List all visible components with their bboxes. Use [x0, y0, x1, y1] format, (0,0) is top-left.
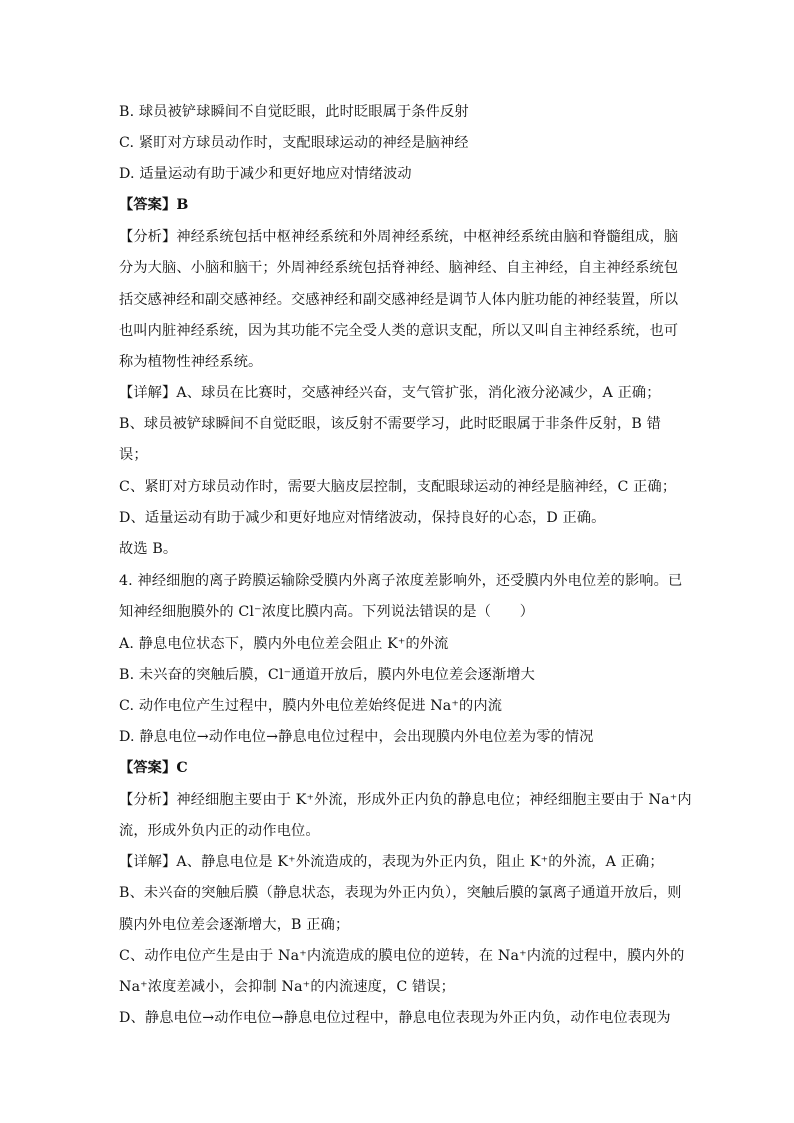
analysis-line: 流，形成外负内正的动作电位。 [119, 823, 320, 839]
explanation-line: C、紧盯对方球员动作时，需要大脑皮层控制，支配眼球运动的神经是脑神经，C 正确； [119, 479, 677, 495]
analysis-line: 也叫内脏神经系统，因为其功能不完全受人类的意识支配，所以又叫自主神经系统，也可 [119, 323, 679, 339]
explanation-line: 【详解】A、静息电位是 K⁺外流造成的，表现为外正内负，阻止 K⁺的外流，A 正确； [119, 854, 664, 870]
explanation-line: 【详解】A、球员在比赛时，交感神经兴奋，支气管扩张，消化液分泌减少，A 正确； [119, 385, 661, 401]
option-d: D. 静息电位→动作电位→静息电位过程中，会出现膜内外电位差为零的情况 [119, 729, 594, 745]
explanation-line: D、静息电位→动作电位→静息电位过程中，静息电位表现为外正内负，动作电位表现为 [119, 1010, 671, 1026]
explanation-line: 误； [119, 447, 148, 463]
explanation-line: B、未兴奋的突触后膜（静息状态，表现为外正内负），突触后膜的氯离子通道开放后，则 [119, 885, 682, 901]
explanation-line: B、球员被铲球瞬间不自觉眨眼，该反射不需要学习，此时眨眼属于非条件反射，B 错 [119, 416, 661, 432]
analysis-line: 括交感神经和副交感神经。交感神经和副交感神经是调节人体内脏功能的神经装置，所以 [119, 292, 679, 308]
analysis-line: 分为大脑、小脑和脑干；外周神经系统包括脊神经、脑神经、自主神经，自主神经系统包 [119, 260, 679, 276]
analysis-line: 【分析】神经系统包括中枢神经系统和外周神经系统，中枢神经系统由脑和脊髓组成，脑 [119, 229, 679, 245]
answer-label: 【答案】C [119, 760, 188, 776]
option-b: B. 未兴奋的突触后膜，Cl⁻通道开放后，膜内外电位差会逐渐增大 [119, 667, 536, 683]
explanation-line: 膜内外电位差会逐渐增大，B 正确； [119, 917, 350, 933]
analysis-line: 称为植物性神经系统。 [119, 354, 263, 370]
option-a: A. 静息电位状态下，膜内外电位差会阻止 K⁺的外流 [119, 636, 449, 652]
explanation-line: C、动作电位产生是由于 Na⁺内流造成的膜电位的逆转，在 Na⁺内流的过程中，膜内外的 [119, 948, 685, 964]
explanation-line: D、适量运动有助于减少和更好地应对情绪波动，保持良好的心态，D 正确。 [119, 510, 606, 526]
option-c: C. 动作电位产生过程中，膜内外电位差始终促进 Na⁺的内流 [119, 698, 503, 714]
option-d: D. 适量运动有助于减少和更好地应对情绪波动 [119, 166, 412, 182]
analysis-line: 【分析】神经细胞主要由于 K⁺外流，形成外正内负的静息电位；神经细胞主要由于 Na⁺内 [119, 792, 692, 808]
answer-label: 【答案】B [119, 197, 189, 213]
question-4-stem: 4. 神经细胞的离子跨膜运输除受膜内外离子浓度差影响外，还受膜内外电位差的影响。已 [119, 573, 683, 589]
question-4-stem: 知神经细胞膜外的 Cl⁻浓度比膜内高。下列说法错误的是（ ） [119, 604, 535, 620]
conclusion: 故选 B。 [119, 541, 178, 557]
option-b: B. 球员被铲球瞬间不自觉眨眼，此时眨眼属于条件反射 [119, 104, 469, 120]
explanation-line: Na⁺浓度差减小，会抑制 Na⁺的内流速度，C 错误； [119, 979, 456, 995]
option-c: C. 紧盯对方球员动作时，支配眼球运动的神经是脑神经 [119, 135, 469, 151]
